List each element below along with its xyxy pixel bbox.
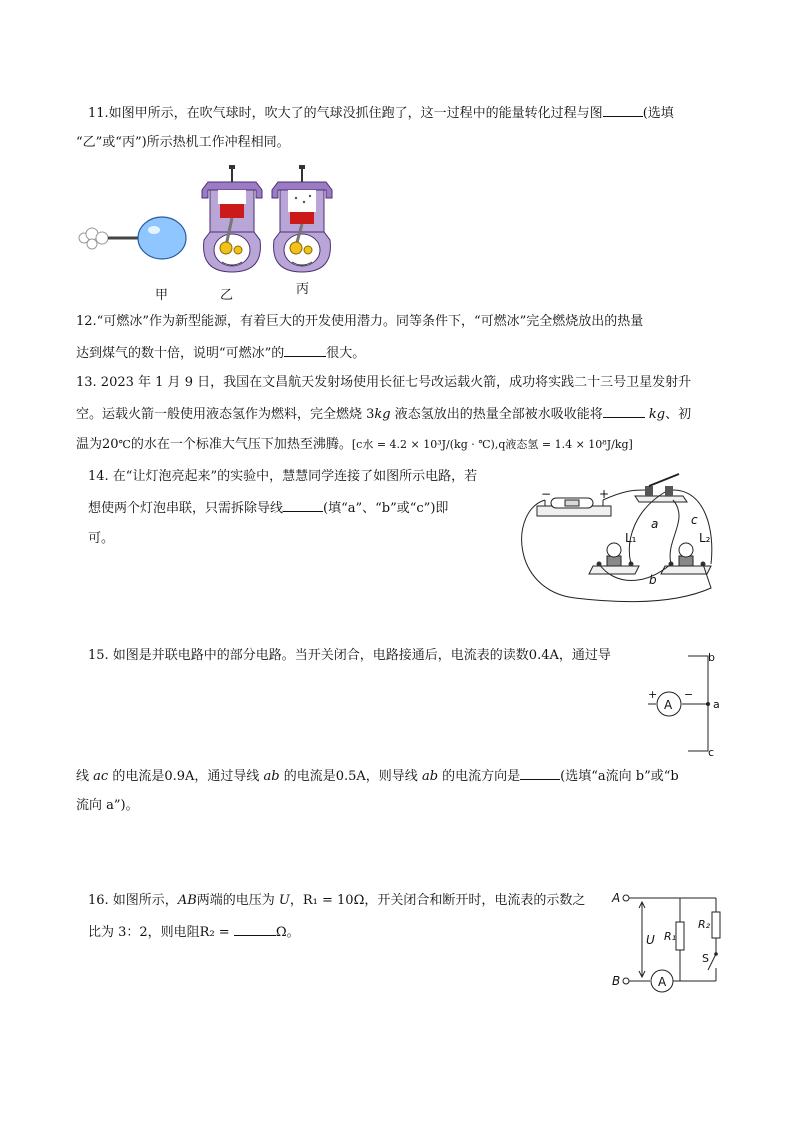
- lamp-l2-label: L₂: [699, 531, 711, 545]
- q11-label-yi: 乙: [220, 288, 234, 303]
- lamp-l1-label: L₁: [625, 531, 637, 545]
- wire-c-label: c: [691, 513, 698, 527]
- q13-answer-blank[interactable]: [603, 404, 645, 418]
- q15-text: 线: [76, 769, 90, 784]
- q15-wire-ab: ab: [259, 769, 284, 784]
- voltage-u-label: U: [646, 933, 655, 947]
- switch-s: [708, 954, 716, 970]
- wire-a-label: a: [651, 517, 659, 531]
- resistor-r1-label: R₁: [664, 930, 677, 943]
- q14-text: 想使两个灯泡串联，只需拆除导线: [88, 501, 284, 516]
- q15-wire-ac: ac: [89, 769, 113, 784]
- q15-text-tail: (选填“a流向 b”或“b: [560, 769, 679, 784]
- q15-line3: 流向 a”)。: [76, 798, 139, 813]
- ammeter-symbol: A: [664, 698, 673, 712]
- q13-line2: [76, 404, 691, 424]
- balloon-icon: [108, 217, 186, 259]
- q12-text-tail: 很大。: [326, 346, 366, 361]
- battery-minus-label: −: [541, 487, 552, 501]
- terminal-a-label: A: [612, 891, 621, 905]
- q15-text-mid3: 的电流方向是: [442, 769, 521, 784]
- q14-line3: 可。: [88, 531, 115, 546]
- q12-answer-blank[interactable]: [284, 343, 326, 357]
- q16-text-mid: 两端的电压为: [196, 893, 275, 908]
- engine-yi-icon: [202, 165, 262, 272]
- q15-text-mid2: 的电流是0.5A，则导线: [283, 769, 418, 784]
- q13-mass: 3: [362, 407, 375, 422]
- battery-plus-label: +: [599, 487, 610, 501]
- q13-text-mid: 液态氢放出的热量全部被水吸收能将: [390, 407, 603, 422]
- q15-answer-blank[interactable]: [520, 766, 560, 780]
- q16-text: 16. 如图所示，: [88, 893, 178, 908]
- q16-answer-blank[interactable]: [234, 922, 276, 936]
- q14-line1: 14. 在“让灯泡亮起来”的实验中，慧慧同学连接了如图所示电路，若: [88, 469, 478, 484]
- wire-b-label: b: [649, 573, 657, 587]
- switch-s-label: S: [702, 952, 709, 965]
- resistor-r2: [712, 912, 720, 938]
- q15-line2: [76, 766, 679, 786]
- q13-unit-kg: kg: [374, 407, 391, 422]
- ammeter-minus-label: −: [684, 688, 694, 701]
- q11-text-tail: (选填: [642, 106, 674, 121]
- engine-bing-icon: [272, 165, 332, 272]
- q11-answer-blank[interactable]: [603, 103, 643, 117]
- q15-wire-ab2: ab: [417, 769, 443, 784]
- q13-degree: ℃: [118, 438, 131, 451]
- q13-line1: 13. 2023 年 1 月 9 日，我国在文昌航天发射场使用长征七号改运载火箭，成功将实践二十三号卫星发射升: [76, 375, 692, 390]
- q12-line1: 12.“可燃冰”作为新型能源，有着巨大的开发使用潜力。同等条件下，“可燃冰”完全燃烧放出的热量: [76, 314, 644, 329]
- q15-text-mid1: 的电流是0.9A，通过导线: [112, 769, 260, 784]
- q15-circuit-figure: [640, 648, 740, 758]
- resistor-r2-label: R₂: [698, 918, 711, 931]
- q16-text2-tail: Ω。: [275, 925, 300, 940]
- q16-circuit-figure: [608, 888, 738, 998]
- q13-text: 空。运载火箭一般使用液态氢作为燃料，完全燃烧: [76, 407, 363, 422]
- node-a-label: a: [713, 698, 720, 711]
- q11-figure: [72, 160, 352, 300]
- q16-text-tail: ，R₁ = 10Ω，开关闭合和断开时，电流表的示数之: [289, 893, 586, 908]
- ammeter-symbol-q16: A: [658, 975, 667, 989]
- ammeter-plus-label: +: [648, 688, 658, 701]
- q11-line2: “乙”或“丙”)所示热机工作冲程相同。: [76, 135, 290, 150]
- q13-text3-mid: 的水在一个标准大气压下加热至沸腾。: [130, 437, 352, 452]
- q14-answer-blank[interactable]: [283, 498, 323, 512]
- q16-u: U: [274, 893, 290, 908]
- q11-label-bing: 丙: [296, 282, 310, 297]
- q11-label-jia: 甲: [155, 288, 169, 303]
- q16-text2: 比为 3：2，则电阻R₂ =: [88, 925, 234, 940]
- terminal-b-label: B: [612, 974, 621, 988]
- q16-line1: [88, 892, 585, 910]
- switch-icon: [635, 474, 687, 502]
- node-b-label: b: [708, 651, 715, 664]
- q16-line2: [88, 922, 300, 942]
- node-c-label: c: [708, 746, 715, 759]
- q16-ab: AB: [177, 893, 197, 908]
- q13-line3: [76, 436, 633, 454]
- resistor-r1: [676, 922, 684, 950]
- lamp-l2-icon: [661, 543, 711, 574]
- air-puff-icon: [79, 228, 108, 249]
- q11-text: 11.如图甲所示，在吹气球时，吹大了的气球没抓住跑了，这一过程中的能量转化过程与图: [88, 106, 603, 121]
- q14-line2: [88, 498, 448, 518]
- q11-line1: [88, 103, 674, 123]
- q13-text3: 温为20: [76, 437, 119, 452]
- q13-formula: [c水 = 4.2 × 10³J/(kg · ℃),q液态氢 = 1.4 × 10⁸J/kg]: [351, 438, 633, 451]
- q12-text: 达到煤气的数十倍，说明“可燃冰”的: [76, 346, 285, 361]
- q14-circuit-figure: [515, 470, 735, 620]
- q13-text-tail: 、初: [665, 407, 692, 422]
- q12-line2: [76, 343, 365, 363]
- q14-text-tail: (填“a”、“b”或“c”)即: [323, 501, 449, 516]
- q13-unit-kg2: kg: [644, 407, 666, 422]
- lamp-l1-icon: [589, 543, 639, 574]
- q15-line1: 15. 如图是并联电路中的部分电路。当开关闭合，电路接通后，电流表的读数0.4A，通过导: [88, 648, 611, 663]
